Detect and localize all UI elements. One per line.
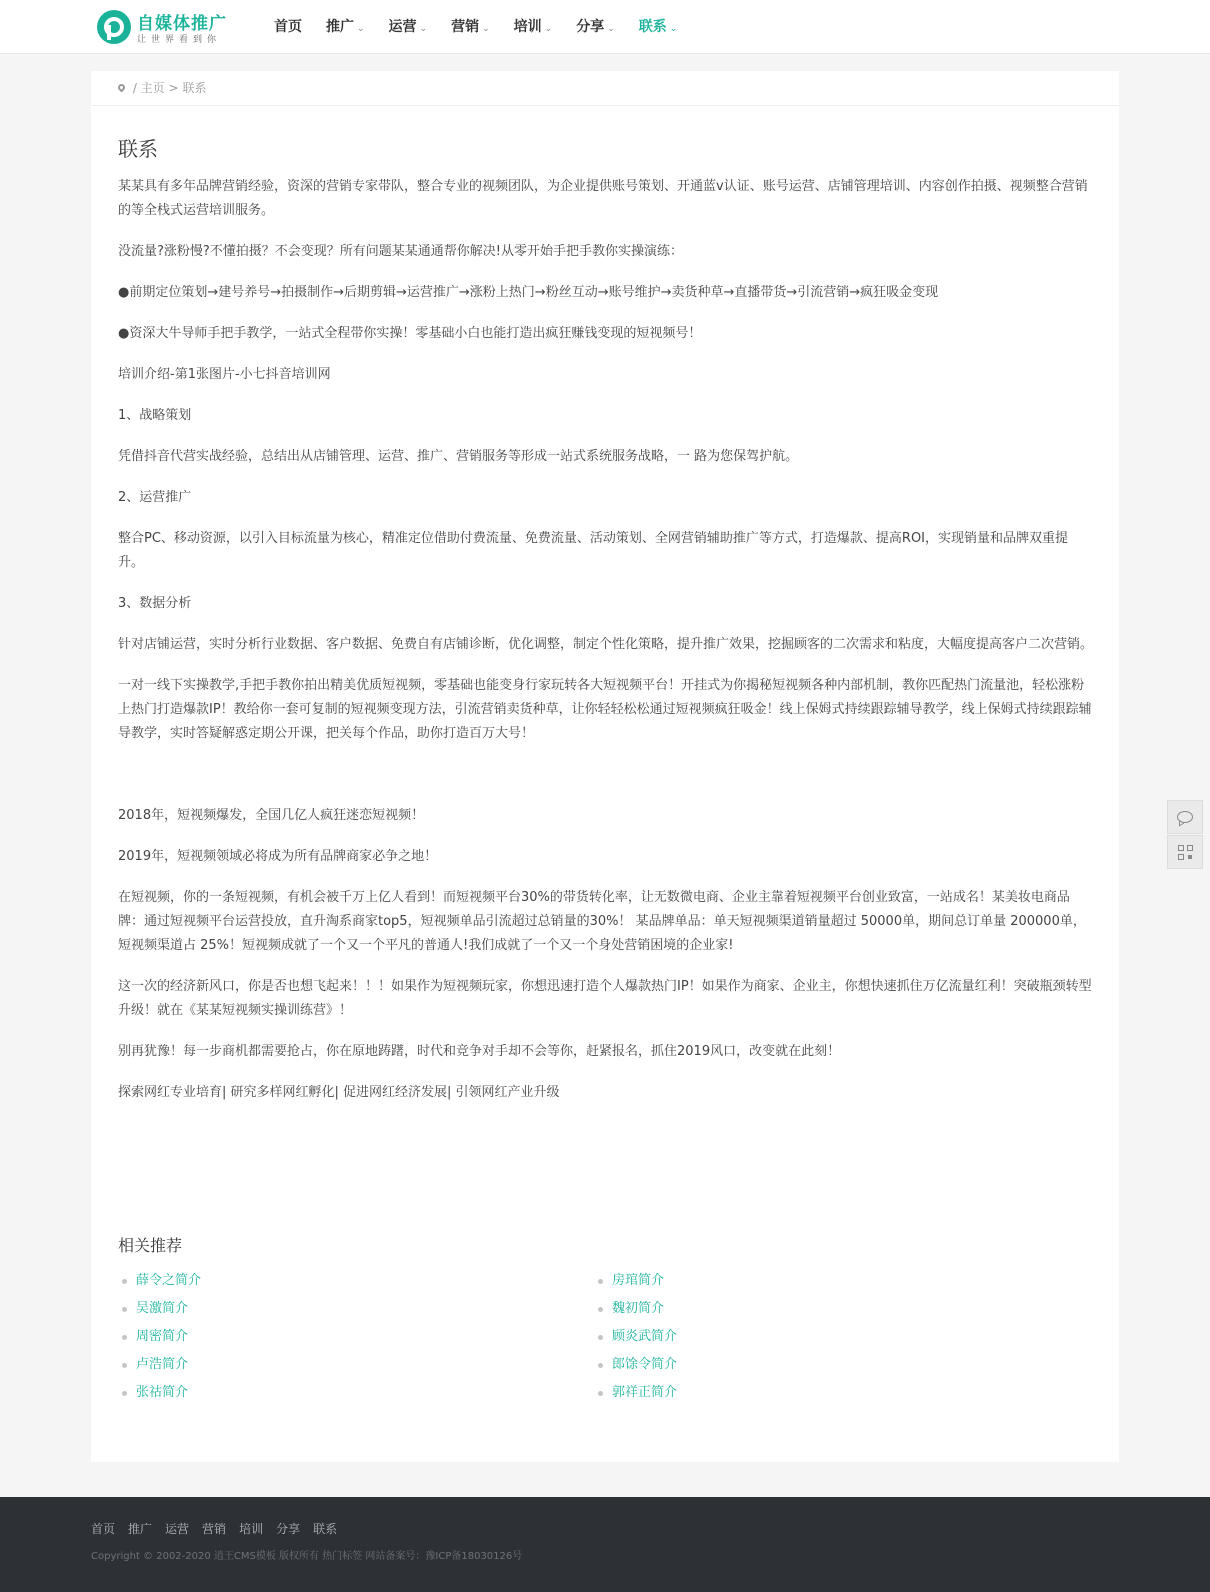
footer-link-training[interactable]: 培训 xyxy=(239,1522,264,1536)
article xyxy=(118,131,1093,1105)
nav-item-operation[interactable] xyxy=(377,0,440,54)
logo-name: 自媒体推广 xyxy=(137,14,227,34)
footer-link-share[interactable]: 分享 xyxy=(276,1522,301,1536)
related-link[interactable]: 薛令之简介 xyxy=(118,1267,201,1295)
related-link[interactable]: 吴激简介 xyxy=(118,1295,201,1323)
footer-link-home[interactable]: 首页 xyxy=(91,1522,116,1536)
article-paragraph: 2019年，短视频领域必将成为所有品牌商家必争之地！ xyxy=(118,849,438,864)
qr-code-button[interactable] xyxy=(1167,835,1203,869)
footer-link-promotion[interactable]: 推广 xyxy=(128,1522,153,1536)
breadcrumb-separator: / xyxy=(132,81,137,95)
related-list-right xyxy=(594,1267,677,1407)
article-paragraph: 一对一线下实操教学,手把手教你拍出精美优质短视频，零基础也能变身行家玩转各大短视频平台！开挂式为你揭秘短视频各种内部机制，教你匹配热门流量池，轻松涨粉上热门打造爆款IP！教给你一套可复制的短视频变现方法，引流营销卖货种草，让你轻轻松松通过短视频疯狂吸金！线上保姆式持续跟踪辅导教学，线上保姆式持续跟踪辅导教学，实时答疑解惑定期公开课，把关每个作品，助你打造百万大号！ xyxy=(118,678,1092,741)
article-paragraph: ●前期定位策划→建号养号→拍摄制作→后期剪辑→运营推广→涨粉上热门→粉丝互动→账号维护→卖货种草→直播带货→引流营销→疯狂吸金变现 xyxy=(118,285,939,300)
nav-item-label: 推广 xyxy=(326,19,354,35)
article-paragraph: 1、战略策划 xyxy=(118,408,192,423)
page-title: 联系 xyxy=(118,137,158,161)
chevron-down-icon: ⌄ xyxy=(482,24,490,34)
related-link[interactable]: 周密简介 xyxy=(118,1323,201,1351)
related-list-left xyxy=(118,1267,201,1407)
article-paragraph: 没流量?涨粉慢?不懂拍摄？不会变现？所有问题某某通通帮你解决!从零开始手把手教你实操演练： xyxy=(118,244,684,259)
related-link[interactable]: 卢浩简介 xyxy=(118,1351,201,1379)
article-paragraph: 凭借抖音代营实战经验，总结出从店铺管理、运营、推广、营销服务等形成一站式系统服务战略，一 路为您保驾护航。 xyxy=(118,449,799,464)
footer-link-marketing[interactable]: 营销 xyxy=(202,1522,227,1536)
article-paragraph: ●资深大牛导师手把手教学，一站式全程带你实操！零基础小白也能打造出疯狂赚钱变现的短视频号！ xyxy=(118,326,702,341)
nav-item-label: 首页 xyxy=(274,19,302,35)
map-pin-icon xyxy=(117,83,127,93)
chevron-down-icon: ⌄ xyxy=(419,24,428,34)
nav-item-label: 培训 xyxy=(513,19,542,35)
article-paragraph: 2018年，短视频爆发，全国几亿人疯狂迷恋短视频！ xyxy=(118,808,425,823)
nav-item-share[interactable] xyxy=(564,0,627,54)
chat-button[interactable] xyxy=(1167,800,1203,834)
related-link[interactable]: 魏初简介 xyxy=(594,1295,677,1323)
site-logo[interactable] xyxy=(97,9,227,45)
logo-slogan: 让世界看到你 xyxy=(137,35,222,45)
related-link[interactable]: 张祜简介 xyxy=(118,1379,201,1407)
chevron-down-icon: ⌄ xyxy=(669,24,678,34)
chevron-down-icon: ⌄ xyxy=(607,24,615,34)
related-link[interactable]: 郎馀令简介 xyxy=(594,1351,677,1379)
article-paragraph: 某某具有多年品牌营销经验，资深的营销专家带队，整合专业的视频团队，为企业提供账号策划、开通蓝v认证、账号运营、店铺管理培训、内容创作拍摄、视频整合营销的等全栈式运营培训服务。 xyxy=(118,179,1088,218)
qr-code-icon xyxy=(1178,845,1194,861)
nav-item-home[interactable] xyxy=(262,0,314,54)
breadcrumb-home-link[interactable]: 主页 xyxy=(140,81,165,95)
footer-link-contact[interactable]: 联系 xyxy=(313,1522,338,1536)
article-paragraph: 这一次的经济新风口，你是否也想飞起来！！！如果作为短视频玩家，你想迅速打造个人爆款热门IP！如果作为商家、企业主，你想快速抓住万亿流量红利！突破瓶颈转型升级！就在《某某短视频实操训练营》！ xyxy=(118,979,1092,1018)
nav-item-label: 运营 xyxy=(388,19,417,35)
nav-item-contact[interactable] xyxy=(627,0,690,54)
logo-mark-icon xyxy=(97,10,131,44)
article-paragraph: 别再犹豫！每一步商机都需要抢占，你在原地踌躇，时代和竞争对手却不会等你，赶紧报名，抓住2019风口，改变就在此刻！ xyxy=(118,1044,841,1059)
article-paragraph: 针对店铺运营，实时分析行业数据、客户数据、免费自有店铺诊断，优化调整，制定个性化策略，提升推广效果，挖掘顾客的二次需求和粘度，大幅度提高客户二次营销。 xyxy=(118,637,1094,652)
breadcrumb xyxy=(91,71,1119,106)
main-content xyxy=(91,71,1119,1462)
related-link[interactable]: 房琯简介 xyxy=(594,1267,677,1295)
footer-link-operation[interactable]: 运营 xyxy=(165,1522,190,1536)
chevron-down-icon: ⌄ xyxy=(357,24,365,34)
article-paragraph: 2、运营推广 xyxy=(118,490,192,505)
chevron-down-icon: ⌄ xyxy=(544,24,553,34)
nav-item-training[interactable] xyxy=(502,0,565,54)
related-title: 相关推荐 xyxy=(118,1236,183,1255)
nav-item-label: 联系 xyxy=(638,19,667,35)
main-nav xyxy=(262,0,689,54)
breadcrumb-current: 联系 xyxy=(182,81,207,95)
site-header xyxy=(0,0,1210,54)
article-paragraph: 在短视频，你的一条短视频，有机会被千万上亿人看到！而短视频平台30%的带货转化率，让无数微电商、企业主靠着短视频平台创业致富，一站成名！某美妆电商品牌：通过短视频平台运营投放，直升淘系商家top5，短视频单品引流超过总销量的30%！ 某品牌单品：单天短视频渠道销量超过 50000单，期间总订单量 200000单，短视频渠道占 25%！短视频成就了一个又一个平凡的普通人!我们成就了一个又一个身处营销困境的企业家! xyxy=(118,890,1086,953)
copyright: Copyright © 2002-2020 逍王CMS模板 版权所有 热门标签 网站备案号：豫ICP备18030126号 xyxy=(91,1551,523,1562)
article-paragraph: 整合PC、移动资源，以引入目标流量为核心，精准定位借助付费流量、免费流量、活动策划、全网营销辅助推广等方式，打造爆款、提高ROI，实现销量和品牌双重提升。 xyxy=(118,531,1069,570)
nav-item-marketing[interactable] xyxy=(439,0,502,54)
nav-item-label: 营销 xyxy=(451,19,480,35)
related-link[interactable]: 郭祥正简介 xyxy=(594,1379,677,1407)
site-footer xyxy=(0,1497,1210,1592)
related-link[interactable]: 顾炎武简介 xyxy=(594,1323,677,1351)
article-paragraph: 探索网红专业培育| 研究多样网红孵化| 促进网红经济发展| 引领网红产业升级 xyxy=(118,1085,560,1100)
nav-item-label: 分享 xyxy=(576,19,605,35)
breadcrumb-arrow: > xyxy=(168,81,179,95)
footer-nav xyxy=(91,1520,350,1537)
article-paragraph: 3、数据分析 xyxy=(118,596,192,611)
nav-item-promotion[interactable] xyxy=(314,0,377,54)
article-paragraph: 培训介绍-第1张图片-小七抖音培训网 xyxy=(118,367,331,382)
